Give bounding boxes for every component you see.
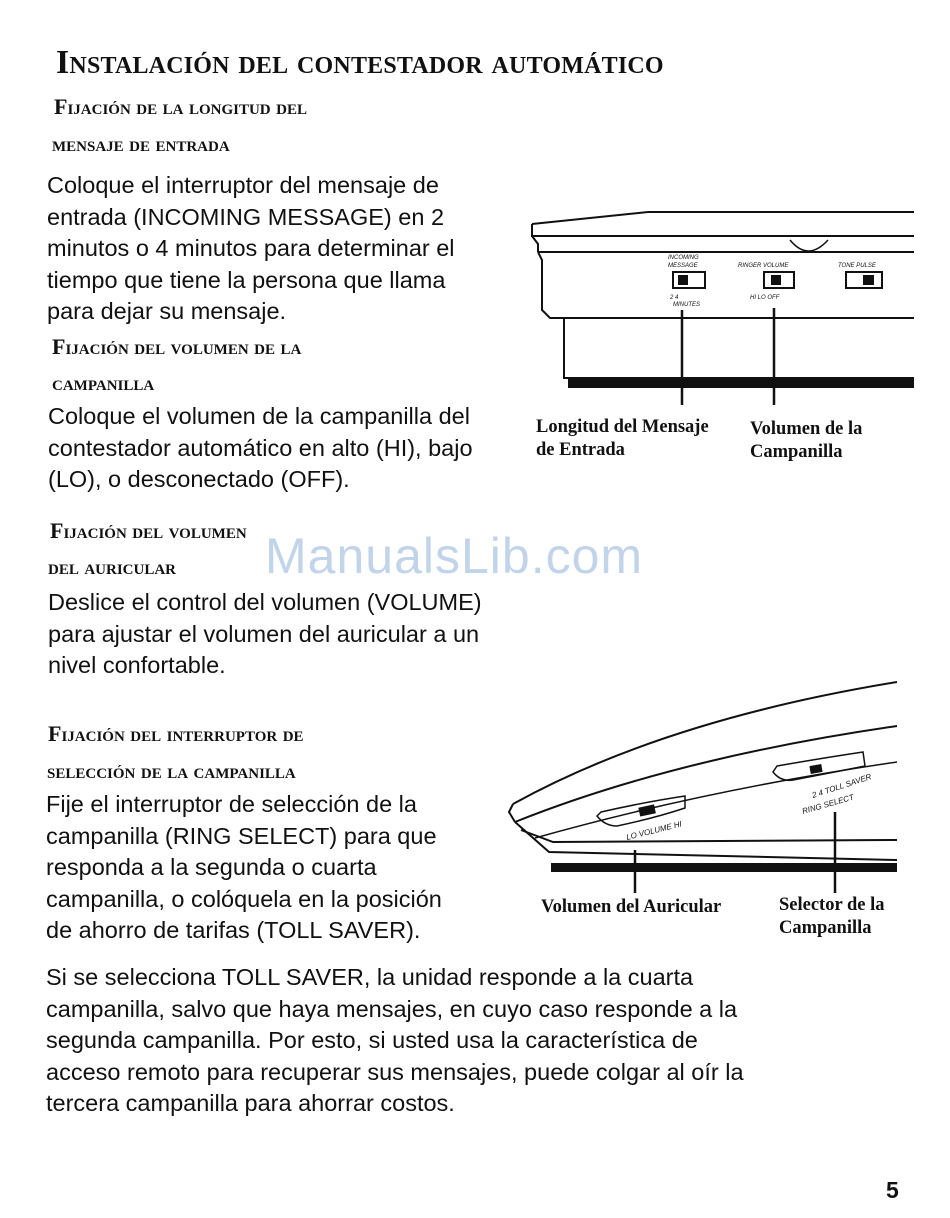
caption-ring-selector: Selector de la Campanilla (779, 895, 885, 938)
heading-ringselect-line1: Fijación del interruptor de (48, 721, 304, 746)
toll-saver-label: 2 4 TOLL SAVER (810, 772, 873, 800)
ringer-paragraph: Coloque el volumen de la campanilla del contestador automático en alto (HI), bajo (LO), o desconectado (OFF). (48, 403, 473, 492)
heading-ringer-line1: Fijación del volumen de la (52, 334, 302, 359)
heading-handset-line2: del auricular (48, 554, 177, 579)
incoming-label-2: MESSAGE (668, 263, 698, 269)
ringer-volume-label: RINGER VOLUME (738, 263, 789, 269)
tone-pulse-label: TONE PULSE (838, 263, 876, 269)
caption-incoming-length: Longitud del Mensaje de Entrada (536, 417, 709, 460)
page-number: 5 (886, 1177, 899, 1203)
handset-paragraph: Deslice el control del volumen (VOLUME) para ajustar el volumen del auricular a un nivel confortable. (48, 589, 482, 678)
ringselect-paragraph: Fije el interruptor de selección de la campanilla (RING SELECT) para que responda a la segunda o cuarta campanilla, o colóquela en la posición de ahorro de tarifas (TOLL SAVER). (46, 791, 442, 943)
caption-handset-volume: Volumen del Auricular (541, 897, 722, 917)
heading-incoming-line1: Fijación de la longitud del (54, 94, 307, 119)
minutes-label: MINUTES (673, 302, 700, 308)
heading-handset-line1: Fijación del volumen (50, 518, 247, 543)
lo-volume-hi-label: LO VOLUME HI (625, 819, 683, 842)
ring-select-label: RING SELECT (801, 792, 855, 816)
caption-ringer-volume: Volumen de la Campanilla (750, 419, 863, 462)
tollsaver-paragraph: Si se selecciona TOLL SAVER, la unidad responde a la cuarta campanilla, salvo que haya mensajes, en cuyo caso responde a la segunda campanilla. Por esto, si usted usa la característica de acceso remoto para recuperar sus mensajes, puede colgar al oír la tercera campanilla para ahorrar costos. (46, 964, 744, 1116)
heading-incoming-line2: mensaje de entrada (52, 131, 230, 156)
page-title: Instalación del contestador automático (56, 44, 664, 81)
phone-base-perspective-figure (505, 680, 900, 895)
answering-machine-side-figure (528, 200, 918, 405)
incoming-label-1: INCOMING (668, 255, 699, 261)
heading-ringer-line2: campanilla (52, 370, 155, 395)
incoming-paragraph: Coloque el interruptor del mensaje de entrada (INCOMING MESSAGE) en 2 minutos o 4 minutos para determinar el tiempo que tiene la persona que llama para dejar su mensaje. (47, 172, 455, 324)
minutes-numbers: 2 4 (670, 295, 679, 301)
watermark: ManualsLib.com (265, 528, 644, 584)
heading-ringselect-line2: selección de la campanilla (47, 758, 296, 783)
hi-lo-off-label: HI LO OFF (750, 295, 780, 301)
